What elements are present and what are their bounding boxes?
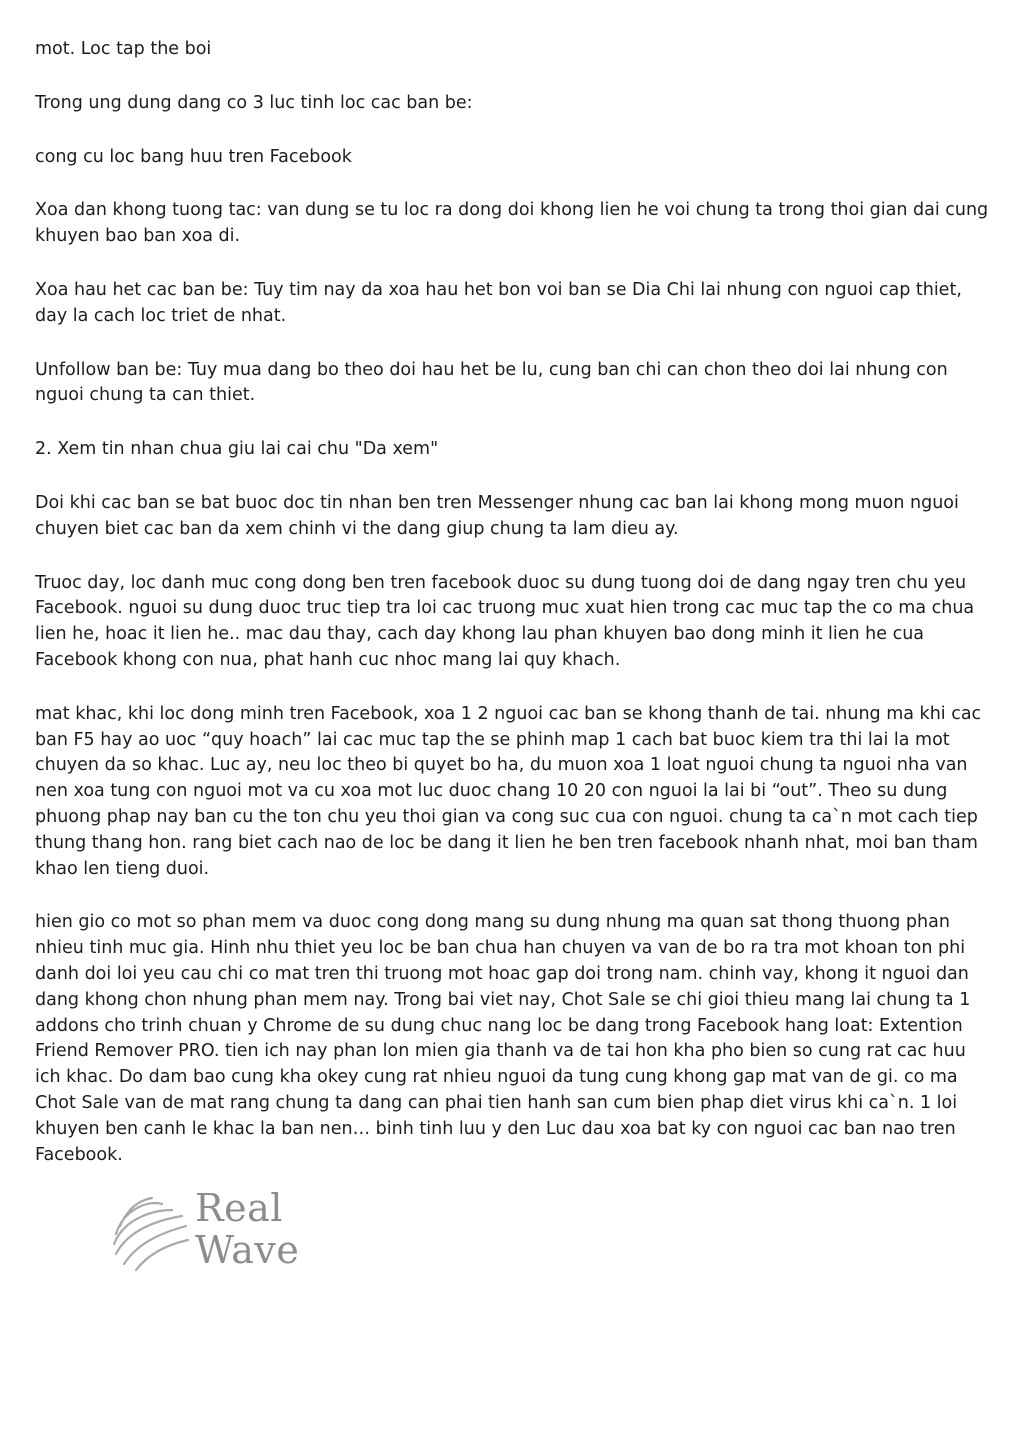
document-body: [35, 37, 990, 1196]
paragraph: mot. Loc tap the boi: [35, 39, 212, 59]
paragraph: Truoc day, loc danh muc cong dong ben tren facebook duoc su dung tuong doi de dang ngay tren chu yeu Facebook. nguoi su dung duoc truc tiep tra loi cac truong muc xuat hien trong cac muc tap the co ma chua lien he, hoac it lien he.. mac dau thay, cach day khong lau phan khuyen bao dong minh it lien he cua Facebook khong con nua, phat hanh cuc nhoc mang lai quy khach.: [35, 572, 975, 670]
paragraph: 2. Xem tin nhan chua giu lai cai chu "Da xem": [35, 439, 439, 460]
paragraph: cong cu loc bang huu tren Facebook: [35, 146, 352, 167]
real-wave-logo: [110, 1186, 300, 1276]
wave-icon: [110, 1186, 190, 1276]
paragraph: Xoa hau het cac ban be: Tuy tim nay da xoa hau het bon voi ban se Dia Chi lai nhung con nguoi cap thiet, day la cach loc triet de nhat.: [35, 279, 962, 326]
paragraph: Unfollow ban be: Tuy mua dang bo theo doi hau het be lu, cung ban chi can chon theo doi lai nhung con nguoi chung ta can thiet.: [35, 359, 948, 406]
paragraph: Trong ung dung dang co 3 luc tinh loc cac ban be:: [35, 92, 473, 113]
logo-text-wave: Wave: [195, 1228, 300, 1272]
paragraph: Xoa dan khong tuong tac: van dung se tu loc ra dong doi khong lien he voi chung ta trong thoi gian dai cung khuyen bao ban xoa di.: [35, 200, 989, 247]
paragraph: mat khac, khi loc dong minh tren Facebook, xoa 1 2 nguoi cac ban se khong thanh de tai. nhung ma khi cac ban F5 hay ao uoc “quy hoach” lai cac muc tap the se phinh map 1 cach bat buoc kiem tra thi lai la mot chuyen da so khac. Luc ay, neu loc theo bi quyet bo ha, du muon xoa 1 loat nguoi chung ta nguoi nha van nen xoa tung con nguoi mot va cu xoa mot luc duoc chang 10 20 con nguoi la lai bi “out”. Theo su dung phuong phap nay ban cu the ton chu yeu thoi gian va cong suc cua con nguoi. chung ta ca`n mot cach tiep thung thang hon. rang biet cach nao de loc be dang it lien he ben tren facebook nhanh nhat, moi ban tham khao len tieng duoi.: [35, 703, 982, 879]
logo-text-real: Real: [195, 1186, 283, 1230]
paragraph: Doi khi cac ban se bat buoc doc tin nhan ben tren Messenger nhung cac ban lai khong mong muon nguoi chuyen biet cac ban da xem chinh vi the dang giup chung ta lam dieu ay.: [35, 492, 959, 539]
paragraph: hien gio co mot so phan mem va duoc cong dong mang su dung nhung ma quan sat thong thuong phan nhieu tinh muc gia. Hinh nhu thiet yeu loc be ban chua han chuyen va van de bo ra tra mot khoan ton phi danh doi loi yeu cau chi co mat tren thi truong mot hoac gap doi trong nam. chinh vay, khong it nguoi dan dang khong chon nhung phan mem nay. Trong bai viet nay, Chot Sale se chi gioi thieu mang lai chung ta 1 addons cho trinh chuan y Chrome de su dung chuc nang loc be dang trong Facebook hang loat: Extention Friend Remover PRO. tien ich nay phan lon mien gia thanh va de tai hon kha pho bien so cung rat cac huu ich khac. Do dam bao cung kha okey cung rat nhieu nguoi da tung cung khong gap mat van de gi. co ma Chot Sale van de mat rang chung ta dang can phai tien hanh san cum bien phap diet virus khi ca`n. 1 loi khuyen ben canh le khac la ban nen… binh tinh luu y den Luc dau xoa bat ky con nguoi cac ban nao tren Facebook.: [35, 912, 971, 1165]
